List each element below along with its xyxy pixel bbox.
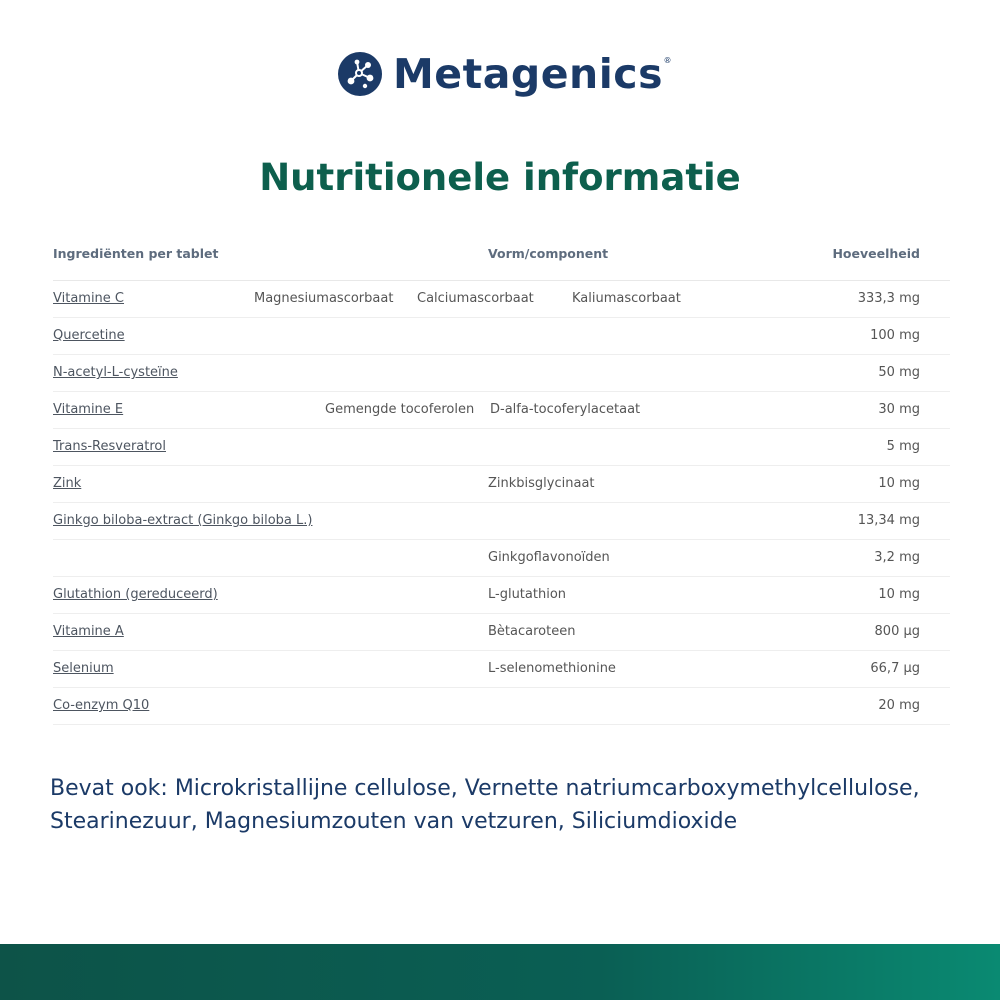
table-row [53, 281, 950, 318]
table-row [53, 577, 950, 614]
form-cell: Zinkbisglycinaat [488, 476, 595, 491]
form-cell: L-selenomethionine [488, 661, 616, 676]
form-cell: Kaliumascorbaat [572, 291, 681, 306]
amount-cell: 3,2 mg [874, 550, 920, 565]
amount-cell: 13,34 mg [857, 513, 920, 528]
metagenics-logo-icon [337, 51, 383, 97]
table-row [53, 392, 950, 429]
ingredient-link[interactable]: N-acetyl-L-cysteïne [53, 365, 178, 380]
ingredient-link[interactable]: Co-enzym Q10 [53, 698, 150, 713]
brand-name: Metagenics ® [393, 50, 672, 98]
table-row [53, 429, 950, 466]
form-cell: Bètacaroteen [488, 624, 576, 639]
amount-cell: 100 mg [870, 328, 920, 343]
table-row [53, 614, 950, 651]
header-ingredient: Ingrediënten per tablet [53, 246, 219, 261]
contains-also-text: Bevat ook: Microkristallijne cellulose, Vernette natriumcarboxymethylcellulose, Stearinezuur, Magnesiumzouten van vetzuren, Siliciumdioxide [50, 776, 920, 834]
footer-bar [0, 944, 1000, 1000]
table-row [53, 466, 950, 503]
ingredient-link[interactable]: Glutathion (gereduceerd) [53, 587, 218, 602]
form-cell: Gemengde tocoferolen [325, 402, 475, 417]
form-cell: Magnesiumascorbaat [254, 291, 394, 306]
form-cell: L-glutathion [488, 587, 567, 602]
form-cell: Calciumascorbaat [417, 291, 534, 306]
ingredient-link[interactable]: Zink [53, 476, 82, 491]
amount-cell: 5 mg [886, 439, 920, 454]
form-cell: Ginkgoflavonoïden [488, 550, 610, 565]
table-row [53, 318, 950, 355]
table-row [53, 503, 950, 540]
amount-cell: 50 mg [878, 365, 920, 380]
nutrition-table [53, 236, 950, 725]
amount-cell: 20 mg [878, 698, 920, 713]
table-header [53, 236, 950, 281]
header-form: Vorm/component [488, 246, 609, 261]
header-amount: Hoeveelheid [832, 246, 920, 261]
amount-cell: 10 mg [878, 476, 920, 491]
ingredient-link[interactable]: Vitamine A [53, 624, 124, 639]
amount-cell: 30 mg [878, 402, 920, 417]
table-row [53, 651, 950, 688]
amount-cell: 10 mg [878, 587, 920, 602]
ingredient-link[interactable]: Quercetine [53, 328, 125, 343]
amount-cell: 800 µg [874, 624, 920, 639]
table-row [53, 688, 950, 725]
ingredient-link[interactable]: Trans-Resveratrol [53, 439, 166, 454]
ingredient-link[interactable]: Ginkgo biloba-extract (Ginkgo biloba L.) [53, 513, 313, 528]
brand-logo [0, 50, 1000, 98]
form-cell: D-alfa-tocoferylacetaat [490, 402, 641, 417]
ingredient-link[interactable]: Vitamine E [53, 402, 124, 417]
amount-cell: 333,3 mg [857, 291, 920, 306]
ingredient-link[interactable]: Selenium [53, 661, 114, 676]
amount-cell: 66,7 µg [870, 661, 920, 676]
table-row [53, 540, 950, 577]
page-title: Nutritionele informatie [259, 156, 741, 199]
registered-mark: ® [663, 56, 672, 65]
ingredient-link[interactable]: Vitamine C [53, 291, 125, 306]
table-row [53, 355, 950, 392]
